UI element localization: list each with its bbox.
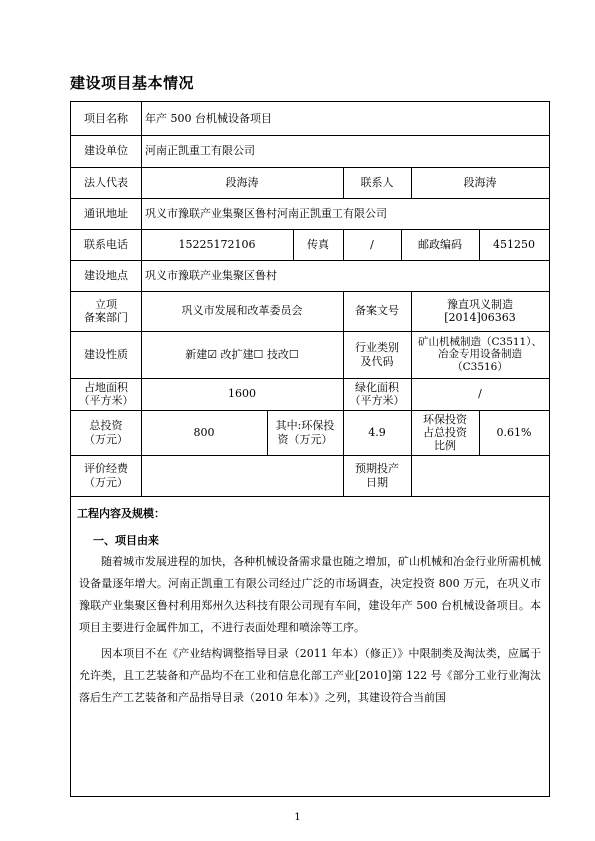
industry-code-line3: （C3516） — [452, 360, 508, 373]
value-eval-fee — [141, 455, 343, 496]
value-production-date — [411, 455, 549, 496]
value-doc-number — [411, 291, 549, 331]
label-eval-fee — [71, 455, 141, 496]
label-green-area — [343, 378, 411, 410]
label-area-line2: （平方米） — [78, 394, 134, 407]
label-contact: 联系人 — [360, 175, 394, 189]
label-env-line2: 资（万元） — [277, 432, 333, 446]
sub-heading: 一、项目由来 — [93, 534, 159, 547]
value-project-name: 年产 500 台机械设备项目 — [145, 111, 272, 125]
value-env-ratio: 0.61% — [496, 425, 532, 439]
value-green-area: / — [478, 387, 482, 401]
label-builder: 建设单位 — [84, 144, 128, 158]
label-doc-number: 备案文号 — [355, 304, 399, 318]
label-date-line2: 日期 — [366, 475, 388, 489]
label-ratio-line3: 比例 — [434, 439, 456, 453]
label-env-investment — [267, 410, 343, 455]
label-approval-line1: 立项 — [95, 297, 117, 311]
page-number: 1 — [294, 812, 301, 823]
project-info-table — [70, 101, 550, 797]
value-legal-rep: 段海涛 — [225, 175, 259, 189]
label-eval-line2: （万元） — [84, 475, 128, 489]
label-production-date — [343, 455, 411, 496]
doc-number-line2: [2014]06363 — [444, 311, 516, 324]
label-approval-line2: 备案部门 — [84, 311, 128, 324]
label-env-ratio — [411, 410, 479, 455]
label-env-line1: 其中:环保投 — [275, 419, 335, 433]
label-area — [71, 378, 141, 410]
value-address: 巩义市豫联产业集聚区鲁村河南正凯重工有限公司 — [145, 206, 387, 220]
value-env-investment: 4.9 — [368, 425, 386, 439]
label-fax: 传真 — [307, 237, 329, 251]
value-investment: 800 — [193, 425, 215, 439]
label-legal-rep: 法人代表 — [84, 175, 128, 189]
label-industry-line2: 及代码 — [360, 354, 394, 368]
label-nature: 建设性质 — [84, 347, 128, 361]
label-location: 建设地点 — [84, 268, 128, 282]
value-fax: / — [370, 237, 374, 251]
label-green-line1: 绿化面积 — [355, 380, 399, 394]
paragraph-2: 因本项目不在《产业结构调整指导目录（2011 年本）（修正）》中限制类及淘汰类，应属于允许类，且工艺装备和产品均不在工业和信息化部工产业[2010]第 122 号《部分工业行业淘汰落后生产工艺装备和产品指导目录（2010 年本）》之列，其建设符合当前国 — [79, 647, 541, 704]
paragraph-1: 随着城市发展进程的加快，各种机械设备需求量也随之增加，矿山机械和冶金行业所需机械设备量逐年增大。河南正凯重工有限公司经过广泛的市场调查，决定投资 800 万元，在巩义市豫联产业集聚区鲁村利用郑州久达科技有限公司现有车间，建设年产 500 台机械设备项目。本项目主要进行金属件加工，不进行表面处理和喷涂等工序。 — [79, 555, 541, 634]
label-industry-line1: 行业类别 — [355, 341, 399, 355]
label-ratio-line2: 占总投资 — [423, 425, 467, 439]
label-postal: 邮政编码 — [418, 237, 462, 251]
value-nature: 新建☑ 改扩建☐ 技改☐ — [185, 347, 299, 361]
label-ratio-line1: 环保投资 — [423, 412, 467, 426]
label-approval — [71, 291, 141, 331]
label-investment — [71, 410, 141, 455]
label-investment-line1: 总投资 — [89, 419, 123, 433]
section-heading: 工程内容及规模： — [77, 507, 165, 520]
label-industry — [343, 331, 411, 378]
value-postal: 451250 — [493, 237, 535, 251]
value-approval: 巩义市发展和改革委员会 — [181, 304, 303, 318]
value-contact: 段海涛 — [463, 175, 497, 189]
value-phone: 15225172106 — [178, 237, 256, 251]
label-investment-line2: （万元） — [84, 432, 128, 446]
label-project-name: 项目名称 — [84, 111, 128, 125]
label-date-line1: 预期投产 — [355, 462, 399, 476]
value-industry-code — [411, 331, 549, 378]
label-eval-line1: 评价经费 — [84, 462, 128, 476]
label-phone: 联系电话 — [84, 237, 128, 251]
label-address: 通讯地址 — [84, 206, 128, 220]
doc-number-line1: 豫直巩义制造 — [447, 297, 513, 311]
value-builder: 河南正凯重工有限公司 — [145, 144, 255, 158]
value-area: 1600 — [228, 387, 256, 401]
industry-code-line2: 冶金专用设备制造 — [438, 348, 522, 361]
page-title: 建设项目基本情况 — [70, 74, 195, 92]
value-location: 巩义市豫联产业集聚区鲁村 — [145, 268, 277, 282]
label-green-line2: （平方米） — [349, 394, 405, 407]
industry-code-line1: 矿山机械制造（C3511）、 — [417, 335, 542, 348]
label-area-line1: 占地面积 — [84, 380, 128, 394]
row-divider — [71, 496, 549, 497]
